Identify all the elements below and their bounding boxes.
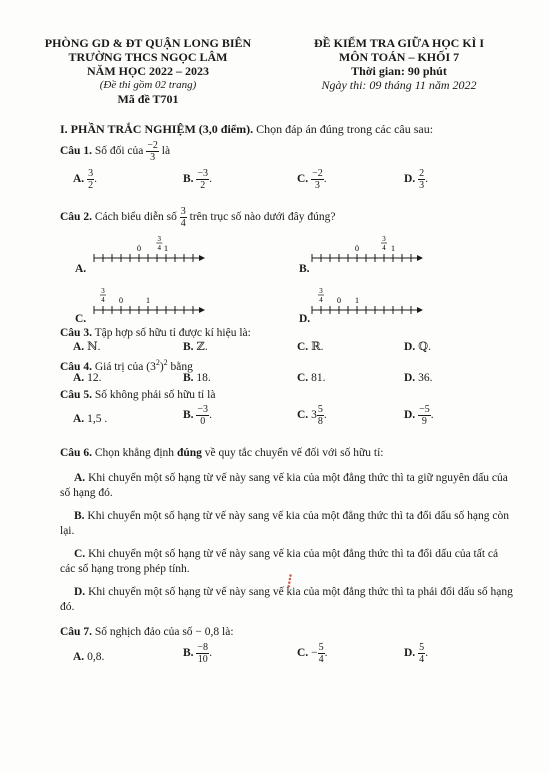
tick-label-zero: 0 [119, 296, 123, 305]
exam-date: Ngày thi: 09 tháng 11 năm 2022 [321, 78, 477, 92]
option-value: 12. [87, 372, 102, 384]
option-key: D. [404, 647, 416, 660]
q6-option-d[interactable] [60, 585, 515, 615]
page-count: (Đề thi gồm 02 trang) [99, 79, 197, 91]
option-key: B. [183, 372, 194, 384]
option-key: D. [404, 341, 416, 353]
q7-stem [60, 625, 234, 639]
option-key: B. [183, 409, 194, 422]
header-left [38, 36, 258, 106]
option-key: C. [297, 341, 309, 353]
q1-label: Câu 1. [60, 145, 92, 158]
q4-option-c[interactable] [297, 371, 325, 385]
q4-exponent-inner: 2 [155, 358, 160, 367]
option-period: . [209, 173, 212, 186]
mark-denominator: 4 [101, 296, 105, 304]
section-title: I. PHẦN TRẮC NGHIỆM (3,0 điểm). [60, 122, 254, 136]
option-fraction [418, 168, 425, 191]
q4-paren: ) [159, 360, 164, 373]
number-line-c [90, 284, 210, 320]
q3-stem [60, 326, 251, 340]
frac-num: −5 [419, 404, 430, 415]
q1-text: Số đối của [94, 145, 144, 158]
q7-option-a[interactable] [73, 650, 104, 664]
q6-option-c[interactable] [60, 547, 515, 577]
q6-option-a[interactable] [60, 471, 515, 501]
option-key: C. [297, 372, 309, 384]
q1-option-d[interactable] [404, 168, 428, 191]
frac-num: 5 [317, 404, 323, 415]
q7-label: Câu 7. [60, 626, 92, 638]
option-fraction [317, 404, 324, 427]
q2-frac-den: 4 [180, 218, 186, 229]
q3-label: Câu 3. [60, 327, 92, 339]
q2-label: Câu 2. [60, 211, 92, 224]
q3-text: Tập hợp số hữu tỉ được kí hiệu là: [94, 327, 251, 339]
q6-text: Chọn khẳng định [94, 447, 175, 459]
mark-denominator: 4 [319, 296, 323, 304]
q3-option-d[interactable] [404, 340, 431, 354]
option-value: 81. [311, 372, 326, 384]
option-text: Khi chuyển một số hạng từ vế này sang vế kia của một đẳng thức thì ta phải đổi dấu số hạng đó. [60, 586, 513, 613]
red-stamp-mark: ●●●● [286, 573, 295, 589]
q2-stem [60, 206, 335, 229]
q1-suffix: là [161, 145, 171, 158]
tick-label-one: 1 [146, 296, 150, 305]
tick-label-zero: 0 [355, 244, 359, 253]
option-key: B. [74, 510, 85, 522]
frac-num: 5 [318, 642, 324, 653]
q1-frac-num: −2 [147, 140, 158, 151]
q2-option-b[interactable]: B. [299, 263, 310, 275]
q3-option-a[interactable] [73, 340, 100, 354]
q1-option-b[interactable] [183, 168, 212, 191]
tick-label-zero: 0 [337, 296, 341, 305]
frac-den: 4 [318, 654, 324, 665]
frac-num: −3 [197, 404, 209, 415]
mixed-whole: 3 [311, 409, 317, 422]
q1-option-a[interactable] [73, 168, 97, 191]
option-fraction [196, 642, 209, 665]
option-key: B. [183, 647, 194, 660]
q4-option-b[interactable] [183, 371, 211, 385]
option-key: D. [404, 409, 416, 422]
q5-stem [60, 388, 215, 402]
option-key: C. [297, 409, 309, 422]
q4-suffix: bằng [170, 360, 193, 373]
q1-fraction [146, 140, 159, 163]
q4-label: Câu 4. [60, 360, 92, 373]
frac-den: 2 [88, 180, 94, 191]
option-period: . [323, 173, 327, 186]
axis-arrow [417, 307, 423, 313]
q6-stem [60, 446, 383, 460]
option-key: A. [73, 413, 85, 425]
option-key: C. [297, 173, 309, 186]
option-value: 36. [418, 372, 433, 384]
option-value: 0,8. [87, 651, 105, 663]
axis-arrow [199, 307, 205, 313]
option-period: . [323, 409, 327, 422]
frac-den: 3 [314, 180, 320, 191]
option-key: A. [73, 651, 85, 663]
option-value: 1,5 . [87, 413, 108, 425]
q2-option-a[interactable]: A. [75, 263, 87, 275]
option-fraction [418, 642, 425, 665]
option-period: . [209, 647, 212, 660]
q1-stem [60, 140, 170, 163]
q5-option-d[interactable] [404, 404, 434, 427]
option-value: ℤ. [196, 341, 208, 353]
option-period: . [94, 173, 97, 186]
option-text: Khi chuyển một số hạng từ vế này sang vế kia của một đẳng thức thì ta giữ nguyên dấu của số hạng đó. [60, 472, 508, 499]
q5-option-b[interactable] [183, 404, 212, 427]
option-fraction [87, 168, 94, 191]
option-value: 18. [196, 372, 211, 384]
q2-text: Cách biểu diễn số [94, 211, 177, 224]
option-fraction [318, 642, 325, 665]
q5-label: Câu 5. [60, 389, 92, 401]
section-heading [60, 122, 433, 136]
frac-den: 2 [200, 180, 206, 191]
option-fraction [196, 404, 209, 427]
q5-option-c[interactable] [297, 404, 327, 427]
option-fraction [311, 168, 324, 191]
section-instruction: Chọn đáp án đúng trong các câu sau: [256, 122, 434, 136]
q5-option-a[interactable] [73, 412, 107, 426]
q7-option-c[interactable] [297, 642, 327, 665]
option-value: ℝ. [311, 341, 324, 353]
option-fraction [196, 168, 209, 191]
q4-text: Giá trị của (3 [94, 360, 156, 373]
frac-den: 9 [421, 416, 427, 427]
option-key: C. [297, 647, 309, 660]
q2-frac-num: 3 [180, 206, 186, 217]
option-value: ℚ. [418, 341, 431, 353]
department: PHÒNG GD & ĐT QUẬN LONG BIÊN [44, 36, 252, 50]
option-key: D. [404, 173, 416, 186]
q5-text: Số không phải số hữu tỉ là [94, 389, 216, 401]
mark-numerator: 3 [101, 287, 105, 295]
minus-sign: − [311, 647, 318, 660]
option-fraction [418, 404, 431, 427]
mark-numerator: 3 [319, 287, 323, 295]
number-line-b [308, 232, 428, 268]
option-text: Khi chuyển một số hạng từ vế này sang vế kia của một đẳng thức thì ta đổi dấu số hạng còn lại. [60, 510, 510, 537]
frac-num: −8 [197, 642, 209, 653]
school: TRƯỜNG THCS NGỌC LÂM [68, 50, 228, 64]
subject: MÔN TOÁN – KHỐI 7 [338, 50, 460, 64]
option-key: A. [73, 173, 85, 186]
option-period: . [209, 409, 212, 422]
q2-fraction [180, 206, 187, 229]
option-key: D. [74, 586, 86, 598]
tick-label-one: 1 [164, 244, 168, 253]
q6-emphasis: đúng [176, 447, 202, 459]
option-key: B. [183, 173, 194, 186]
number-line-a [90, 232, 210, 268]
q4-exponent-outer: 2 [163, 358, 168, 367]
q3-option-c[interactable] [297, 340, 324, 354]
number-line-d [308, 284, 428, 320]
frac-den: 3 [419, 180, 425, 191]
frac-den: 4 [419, 654, 425, 665]
q2-option-c[interactable]: C. [75, 313, 87, 325]
q1-frac-den: 3 [150, 152, 156, 163]
q4-option-a[interactable] [73, 371, 101, 385]
axis-arrow [199, 255, 205, 261]
q2-suffix: trên trục số nào dưới đây đúng? [189, 211, 336, 224]
option-key: D. [404, 372, 416, 384]
q7-text: Số nghịch đảo của số − 0,8 là: [94, 626, 234, 638]
frac-num: 3 [88, 168, 94, 179]
mark-denominator: 4 [382, 244, 386, 252]
exam-code: Mã đề T701 [117, 92, 179, 106]
option-period: . [425, 173, 428, 186]
option-period: . [324, 647, 328, 660]
q6-label: Câu 6. [60, 447, 92, 459]
option-key: A. [74, 472, 86, 484]
frac-den: 8 [317, 416, 323, 427]
option-text: Khi chuyển một số hạng từ vế này sang vế kia của một đẳng thức thì ta đổi dấu của tất cả các số hạng trong phép tính. [60, 548, 499, 575]
option-period: . [430, 409, 434, 422]
q7-option-b[interactable] [183, 642, 212, 665]
frac-num: 5 [419, 642, 425, 653]
option-key: C. [74, 548, 86, 560]
q6-option-b[interactable] [60, 509, 515, 539]
q6-suffix: về quy tắc chuyển vế đối với số hữu tỉ: [204, 447, 384, 459]
frac-num: 2 [419, 168, 425, 179]
q1-option-c[interactable] [297, 168, 327, 191]
header-right [288, 36, 510, 92]
duration: Thời gian: 90 phút [351, 64, 447, 78]
frac-den: 0 [200, 416, 206, 427]
tick-label-one: 1 [355, 296, 359, 305]
axis-arrow [417, 255, 423, 261]
tick-label-zero: 0 [137, 244, 141, 253]
q3-option-b[interactable] [183, 340, 208, 354]
option-key: A. [73, 341, 85, 353]
option-period: . [425, 647, 428, 660]
tick-label-one: 1 [391, 244, 395, 253]
option-key: B. [183, 341, 194, 353]
q2-option-d[interactable]: D. [299, 313, 311, 325]
school-year: NĂM HỌC 2022 – 2023 [87, 64, 209, 78]
exam-title: ĐỀ KIỂM TRA GIỮA HỌC KÌ I [313, 36, 485, 50]
option-value: ℕ. [87, 341, 101, 353]
frac-num: −3 [197, 168, 209, 179]
mark-numerator: 3 [157, 235, 161, 243]
frac-den: 10 [197, 654, 208, 665]
mark-denominator: 4 [157, 244, 161, 252]
q7-option-d[interactable] [404, 642, 428, 665]
q4-option-d[interactable] [404, 371, 432, 385]
frac-num: −2 [312, 168, 323, 179]
option-key: A. [73, 372, 85, 384]
mark-numerator: 3 [382, 235, 386, 243]
